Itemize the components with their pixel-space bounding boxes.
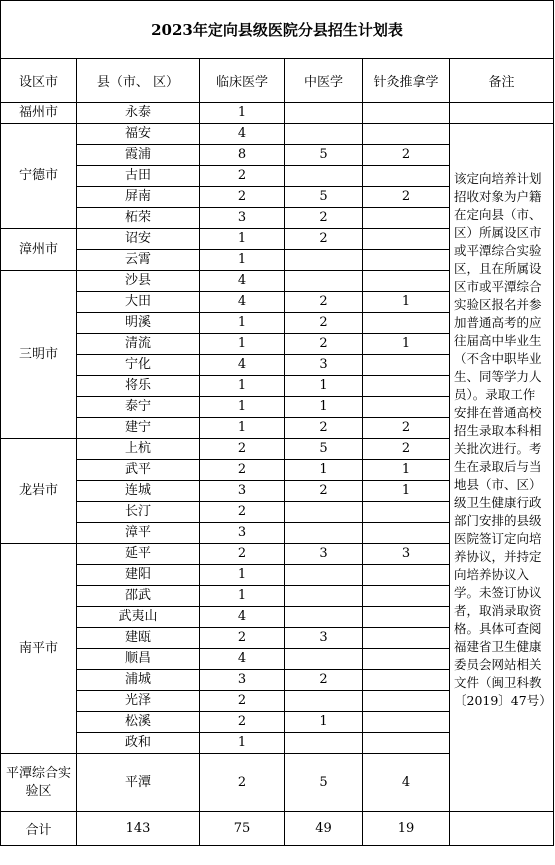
county-cell: 长汀 (77, 502, 200, 523)
clinical-cell: 1 (200, 418, 285, 439)
total-acupuncture: 19 (363, 812, 450, 846)
clinical-cell: 1 (200, 229, 285, 250)
acupuncture-cell (363, 103, 450, 124)
county-cell: 永泰 (77, 103, 200, 124)
county-cell: 沙县 (77, 271, 200, 292)
county-cell: 宁化 (77, 355, 200, 376)
total-row (1, 812, 554, 846)
total-note-blank (450, 812, 554, 846)
tcm-cell: 5 (285, 439, 363, 460)
county-cell: 霞浦 (77, 145, 200, 166)
acupuncture-cell: 4 (363, 754, 450, 812)
header-row (1, 59, 554, 103)
acupuncture-cell (363, 271, 450, 292)
acupuncture-cell (363, 397, 450, 418)
county-cell: 平潭 (77, 754, 200, 812)
clinical-cell: 1 (200, 376, 285, 397)
clinical-cell: 4 (200, 292, 285, 313)
tcm-cell: 1 (285, 376, 363, 397)
county-cell: 古田 (77, 166, 200, 187)
county-cell: 邵武 (77, 586, 200, 607)
city-cell: 南平市 (1, 544, 77, 754)
clinical-cell: 1 (200, 250, 285, 271)
county-cell: 顺昌 (77, 649, 200, 670)
tcm-cell: 2 (285, 334, 363, 355)
county-cell: 武平 (77, 460, 200, 481)
tcm-cell (285, 124, 363, 145)
acupuncture-cell (363, 712, 450, 733)
tcm-cell: 1 (285, 397, 363, 418)
clinical-cell: 1 (200, 733, 285, 754)
county-cell: 清流 (77, 334, 200, 355)
header-clinical: 临床医学 (200, 59, 285, 103)
acupuncture-cell (363, 376, 450, 397)
header-note: 备注 (450, 59, 554, 103)
acupuncture-cell (363, 166, 450, 187)
county-cell: 连城 (77, 481, 200, 502)
city-cell: 平潭综合实验区 (1, 754, 77, 812)
clinical-cell: 2 (200, 166, 285, 187)
county-cell: 柘荣 (77, 208, 200, 229)
acupuncture-cell: 3 (363, 544, 450, 565)
county-cell: 政和 (77, 733, 200, 754)
clinical-cell: 2 (200, 544, 285, 565)
clinical-cell: 4 (200, 124, 285, 145)
tcm-cell: 2 (285, 418, 363, 439)
county-cell: 明溪 (77, 313, 200, 334)
tcm-cell: 3 (285, 355, 363, 376)
county-cell: 漳平 (77, 523, 200, 544)
clinical-cell: 8 (200, 145, 285, 166)
tcm-cell: 2 (285, 229, 363, 250)
tcm-cell: 3 (285, 544, 363, 565)
acupuncture-cell (363, 355, 450, 376)
acupuncture-cell (363, 607, 450, 628)
tcm-cell: 5 (285, 754, 363, 812)
city-cell: 漳州市 (1, 229, 77, 271)
county-cell: 泰宁 (77, 397, 200, 418)
total-county: 143 (77, 812, 200, 846)
county-cell: 上杭 (77, 439, 200, 460)
acupuncture-cell: 2 (363, 145, 450, 166)
clinical-cell: 3 (200, 670, 285, 691)
acupuncture-cell: 1 (363, 481, 450, 502)
acupuncture-cell (363, 733, 450, 754)
county-cell: 福安 (77, 124, 200, 145)
clinical-cell: 1 (200, 103, 285, 124)
table-row (1, 103, 554, 124)
tcm-cell (285, 607, 363, 628)
clinical-cell: 2 (200, 460, 285, 481)
clinical-cell: 4 (200, 607, 285, 628)
acupuncture-cell (363, 208, 450, 229)
tcm-cell (285, 733, 363, 754)
county-cell: 屏南 (77, 187, 200, 208)
tcm-cell (285, 103, 363, 124)
clinical-cell: 2 (200, 187, 285, 208)
tcm-cell (285, 565, 363, 586)
county-cell: 浦城 (77, 670, 200, 691)
county-cell: 云霄 (77, 250, 200, 271)
county-cell: 大田 (77, 292, 200, 313)
clinical-cell: 1 (200, 565, 285, 586)
tcm-cell (285, 523, 363, 544)
clinical-cell: 2 (200, 754, 285, 812)
note-cell-blank (450, 103, 554, 124)
county-cell: 延平 (77, 544, 200, 565)
table-row (1, 124, 554, 145)
acupuncture-cell (363, 691, 450, 712)
clinical-cell: 2 (200, 628, 285, 649)
clinical-cell: 2 (200, 502, 285, 523)
total-tcm: 49 (285, 812, 363, 846)
total-label: 合计 (1, 812, 77, 846)
county-cell: 武夷山 (77, 607, 200, 628)
acupuncture-cell (363, 649, 450, 670)
header-tcm: 中医学 (285, 59, 363, 103)
header-county: 县（市、 区） (77, 59, 200, 103)
acupuncture-cell (363, 628, 450, 649)
tcm-cell (285, 250, 363, 271)
acupuncture-cell: 1 (363, 460, 450, 481)
clinical-cell: 2 (200, 691, 285, 712)
clinical-cell: 3 (200, 523, 285, 544)
tcm-cell (285, 691, 363, 712)
tcm-cell: 5 (285, 187, 363, 208)
county-cell: 光泽 (77, 691, 200, 712)
clinical-cell: 3 (200, 481, 285, 502)
county-cell: 将乐 (77, 376, 200, 397)
clinical-cell: 1 (200, 334, 285, 355)
county-cell: 建瓯 (77, 628, 200, 649)
tcm-cell: 2 (285, 670, 363, 691)
table-title: 2023年定向县级医院分县招生计划表 (1, 1, 554, 59)
acupuncture-cell (363, 229, 450, 250)
acupuncture-cell (363, 523, 450, 544)
county-cell: 建宁 (77, 418, 200, 439)
clinical-cell: 2 (200, 712, 285, 733)
clinical-cell: 4 (200, 271, 285, 292)
tcm-cell: 1 (285, 712, 363, 733)
clinical-cell: 3 (200, 208, 285, 229)
tcm-cell: 3 (285, 628, 363, 649)
tcm-cell: 1 (285, 460, 363, 481)
acupuncture-cell: 2 (363, 418, 450, 439)
acupuncture-cell (363, 124, 450, 145)
tcm-cell: 2 (285, 208, 363, 229)
city-cell: 三明市 (1, 271, 77, 439)
tcm-cell (285, 502, 363, 523)
acupuncture-cell (363, 670, 450, 691)
tcm-cell: 5 (285, 145, 363, 166)
tcm-cell (285, 166, 363, 187)
note-cell: 该定向培养计划招收对象为户籍在定向县（市、区）所属设区市或平潭综合实验区，且在所属设区市或平潭综合实验区报名并参加普通高考的应往届高中毕业生（不含中职毕业生、同等学力人员）。录取工作安排在普通高校招生录取本科相关批次进行。考生在录取后与当地县（市、区）级卫生健康行政部门安排的县级医院签订定向培养协议，并持定向培养协议入学。未签订协议者，取消录取资格。具体可查阅福建省卫生健康委员会网站相关文件（闽卫科教〔2019〕47号） (450, 124, 554, 812)
clinical-cell: 4 (200, 649, 285, 670)
tcm-cell (285, 586, 363, 607)
city-cell: 福州市 (1, 103, 77, 124)
acupuncture-cell (363, 586, 450, 607)
header-city: 设区市 (1, 59, 77, 103)
acupuncture-cell: 1 (363, 334, 450, 355)
acupuncture-cell (363, 565, 450, 586)
total-clinical: 75 (200, 812, 285, 846)
clinical-cell: 1 (200, 397, 285, 418)
clinical-cell: 4 (200, 355, 285, 376)
city-cell: 龙岩市 (1, 439, 77, 544)
acupuncture-cell (363, 313, 450, 334)
county-cell: 建阳 (77, 565, 200, 586)
city-cell: 宁德市 (1, 124, 77, 229)
acupuncture-cell: 2 (363, 439, 450, 460)
header-acupuncture: 针灸推拿学 (363, 59, 450, 103)
tcm-cell: 2 (285, 292, 363, 313)
tcm-cell (285, 271, 363, 292)
clinical-cell: 1 (200, 313, 285, 334)
acupuncture-cell: 1 (363, 292, 450, 313)
tcm-cell (285, 649, 363, 670)
county-cell: 诏安 (77, 229, 200, 250)
tcm-cell: 2 (285, 481, 363, 502)
clinical-cell: 2 (200, 439, 285, 460)
clinical-cell: 1 (200, 586, 285, 607)
acupuncture-cell: 2 (363, 187, 450, 208)
county-cell: 松溪 (77, 712, 200, 733)
acupuncture-cell (363, 250, 450, 271)
tcm-cell: 2 (285, 313, 363, 334)
acupuncture-cell (363, 502, 450, 523)
